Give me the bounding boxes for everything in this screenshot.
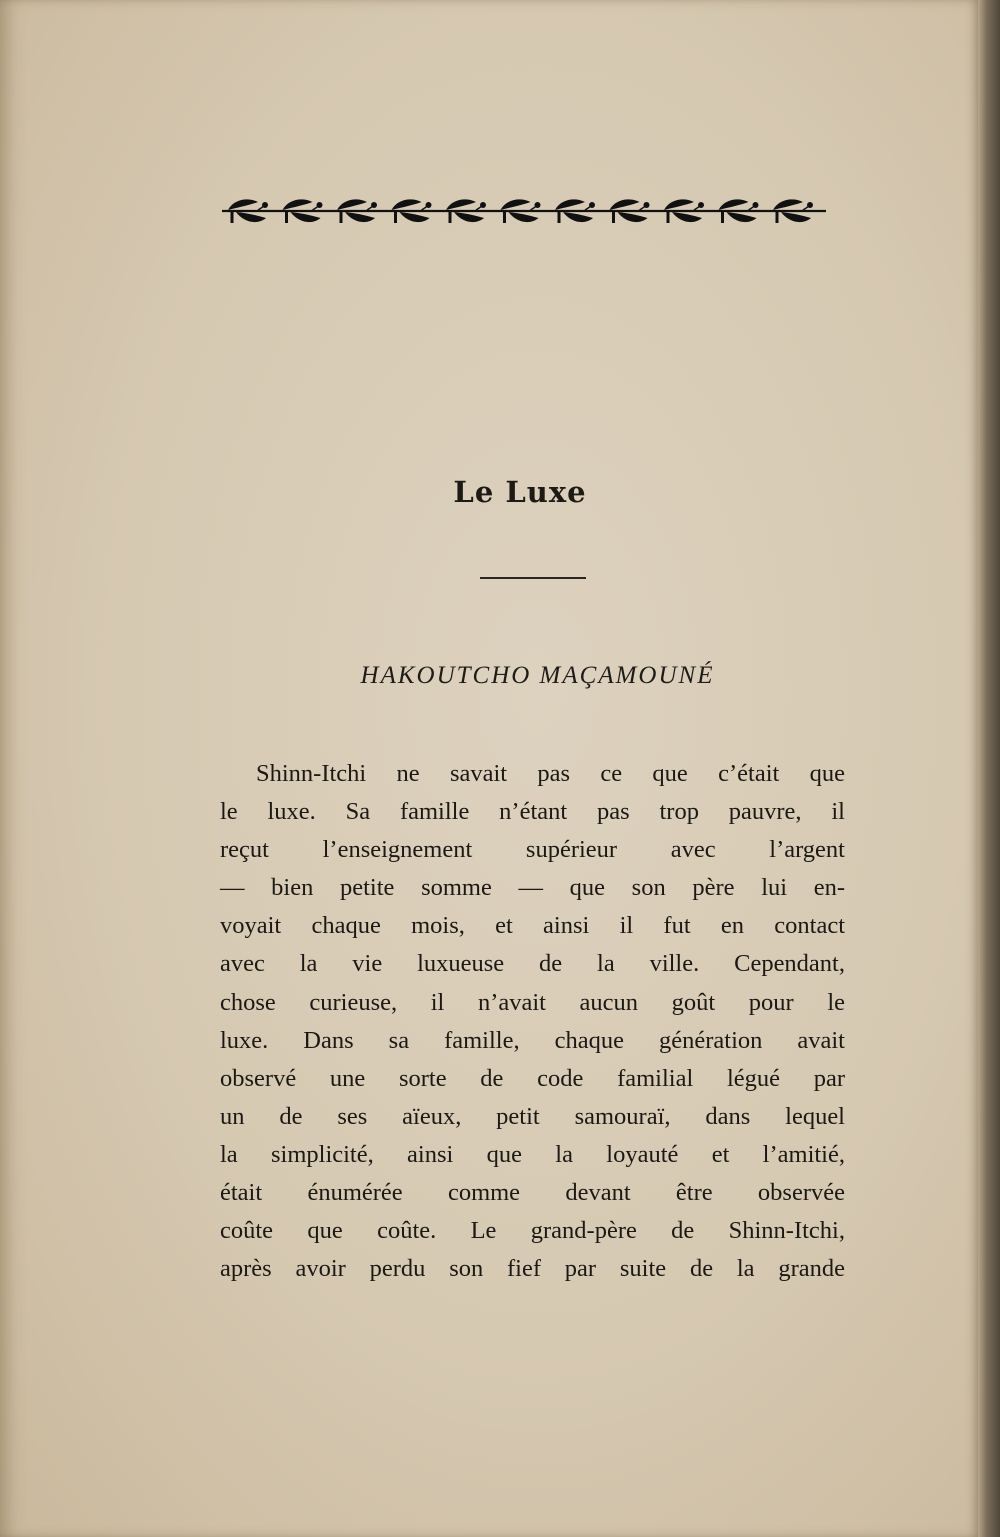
- text-line: était énumérée comme devant être observée: [220, 1179, 845, 1207]
- text-line: avec la vie luxueuse de la ville. Cependant,: [220, 950, 845, 978]
- text-line: luxe. Dans sa famille, chaque génération avait: [220, 1026, 845, 1054]
- page-edge: [978, 0, 1000, 1537]
- text-line: le luxe. Sa famille n’étant pas trop pauvre, il: [220, 798, 845, 826]
- text-line: — bien petite somme — que son père lui en-: [220, 874, 845, 902]
- text-line: après avoir perdu son fief par suite de la grande: [220, 1255, 845, 1283]
- text-line: un de ses aïeux, petit samouraï, dans lequel: [220, 1102, 845, 1130]
- text-line: observé une sorte de code familial légué par: [220, 1064, 845, 1092]
- text-line: la simplicité, ainsi que la loyauté et l’amitié,: [220, 1140, 845, 1168]
- text-line: chose curieuse, il n’avait aucun goût pour le: [220, 988, 845, 1016]
- chapter-title: Le Luxe: [453, 475, 587, 509]
- title-rule: [480, 577, 586, 579]
- leaf-vine-ornament: [220, 193, 828, 229]
- text-line: Shinn-Itchi ne savait pas ce que c’était que: [256, 760, 845, 787]
- text-line: voyait chaque mois, et ainsi il fut en contact: [220, 912, 845, 940]
- text-line: coûte que coûte. Le grand-père de Shinn-Itchi,: [220, 1217, 845, 1245]
- body-text: [220, 755, 845, 1288]
- text-line: reçut l’enseignement supérieur avec l’argent: [220, 836, 845, 864]
- author-name: HAKOUTCHO MAÇAMOUNÉ: [360, 662, 715, 689]
